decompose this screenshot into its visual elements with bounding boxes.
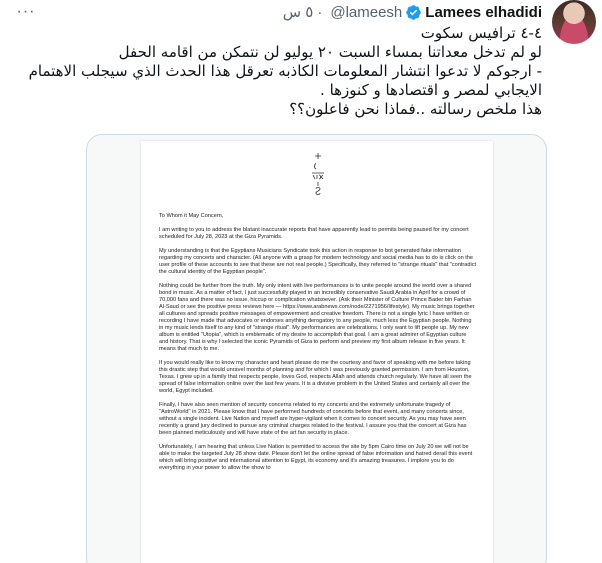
letter-paragraph: Finally, I have also seen mention of security concerns related to my concerts and the extremely unfortunate tragedy of "AstroWorld" in 2021. Please know that I have performed hundreds of concerts before that event, and many concerts since, without a single incident. Live Nation and myself are hyper-vigilant when it comes to concert security. As you may have seen recently a grand jury declined to pursue any criminal charges related to the festival. I assure you that the concert at Giza has been planned meticulously and will have state of the art fan security in place. (159, 402, 467, 436)
verified-badge-icon (405, 4, 422, 21)
avatar[interactable] (552, 0, 596, 44)
letter-paragraph: Nothing could be further from the truth. My only intent with live performances is to unite people around the world over a shared bond in music. As a matter of fact, I just successfully played in an incredibly conservative Saudi Arabia in April for a crowd of 70,000 fans and there was no issue, hiccup or complication whatsoever. (Ask their Minister of Culture Prince Bader bin Farhan Al-Saud or see the positive press reviews here — https://www.arabnews.com/node/2271956/lifestyle). My music brings together all cultures and spreads positive messages of empowerment and creative freedom. There is not a single lyric I have written or recording I have made that advocates or endorses anything derogatory to any people, much less the Egyptian people. Nothing in my music lends itself to any kind of "strange ritual". My performances are celebrations. I only want to lift people up. My new album is entitled "Utopia", which is emblematic of my desire to accomplish that goal. I am a great admirer of Egyptian culture and history. That is why I selected the iconic Pyramids of Giza to perform and preview my first album release in five years. It means that much to me. (159, 283, 475, 352)
tweet-line: لو لم تدخل معداتنا بمساء السبت ٢٠ يوليو لن نتمكن من اقامه الحفل (118, 43, 542, 61)
letter-paragraph: If you would really like to know my character and heart please do me the courtesy and favor of speaking with me before taking this drastic step that would unravel months of planning and for which I was previously granted permission. I am from Houston, Texas. I grew up in a family that respects people, loves God, respects Allah and attends church regularly. We have all seen the spread of false information online over the last few years. It is a divisive problem in the United States and certainly all over the world, Egypt included. (159, 360, 472, 394)
user-handle[interactable]: @lameesh (330, 3, 403, 21)
tweet-line: ٤-٤ ترافيس سكوت (420, 24, 542, 42)
timestamp[interactable]: ٥ س (282, 4, 314, 21)
letter-paragraph: Unfortunately, I am hearing that unless Live Nation is permitted to access the site by 5pm Cairo time on July 20 we will not be able to make the targeted July 28 show date. Please don't let the online spread of false information and hatred derail this event which will bring positive and international attention to Egypt, its economy and it's amazing treasures. I implore you to do everything in your power to allow the show to (159, 444, 473, 471)
tweet-line: - ارجوكم لا تدعوا انتشار المعلومات الكاذبه تعرقل هذا الحدث الذي سيجلب الاهتمام (28, 62, 542, 80)
letter-salutation: To Whom it May Concern, (159, 213, 224, 219)
more-options-button[interactable]: ··· (16, 3, 36, 20)
tweet-text (22, 24, 542, 119)
tweet-media-image[interactable] (86, 134, 547, 563)
letter-body (159, 213, 477, 479)
cactus-jack-logo-icon (305, 151, 331, 199)
letter-document (141, 141, 493, 563)
letter-paragraph: My understanding is that the Egyptians Musicians Syndicate took this action in response to bot generated fake information regarding my concerts and character. (All anyone with a grasp for modern technology and social media has to do is click on the user profile of these accounts to see that these are not real people.) Specifically, they referred to "strange rituals" that "contradict the cultural identity of the Egyptian people". (159, 248, 477, 275)
tweet-line: هذا ملخص رسالته ..فماذا نحن فاعلون؟؟ (289, 100, 542, 118)
letter-paragraph: I am writing to you to address the blatant inaccurate reports that have apparently lead to permits being paused for my concert scheduled for July 28, 2023 at the Giza Pyramids. (159, 227, 469, 240)
separator-dot: · (317, 3, 323, 21)
tweet-header (283, 2, 542, 22)
tweet-line: الايجابي لمصر و اقتصادها و كنوزها . (320, 81, 542, 99)
display-name[interactable]: Lamees elhadidi (425, 3, 542, 21)
